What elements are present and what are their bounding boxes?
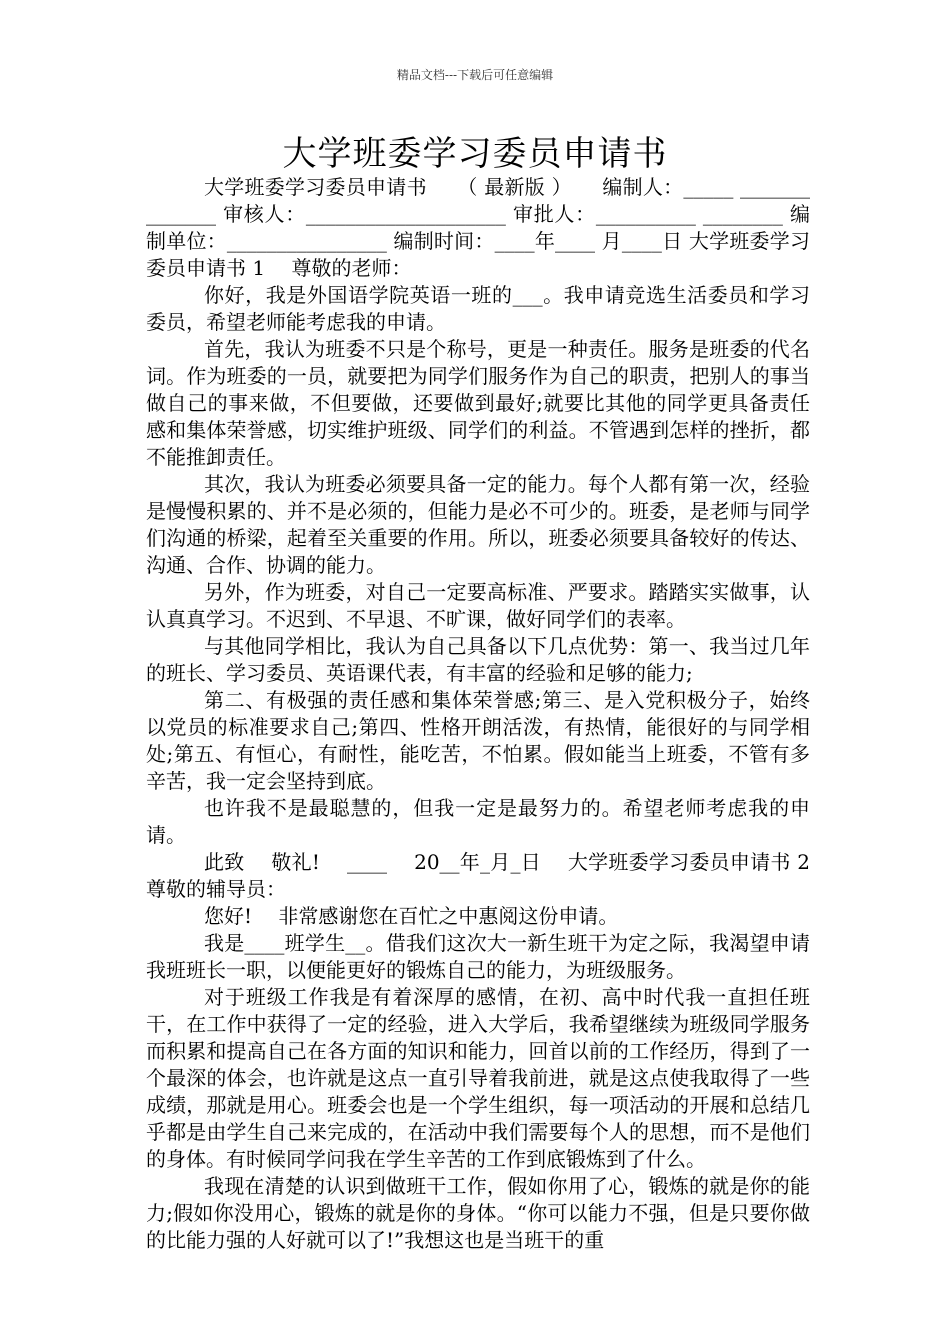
body-paragraph: 首先，我认为班委不只是个称号，更是一种责任。服务是班委的代名词。作为班委的一员，就要把为同学们服务作为自己的职责，把别人的事当做自己的事来做，不但要做，还要做到最好;就要比其他的同学更具备责任感和集体荣誉感，切实维护班级、同学们的利益。不管遇到怎样的挫折，都不能推卸责任。 <box>146 337 810 469</box>
body-paragraph: 您好! 非常感谢您在百忙之中惠阅这份申请。 <box>204 904 619 928</box>
body-paragraph: 你好，我是外国语学院英语一班的___。我申请竞选生活委员和学习委员，希望老师能考虑我的申请。 <box>146 283 810 334</box>
body-paragraph: 与其他同学相比，我认为自己具备以下几点优势：第一、我当过几年的班长、学习委员、英语课代表，有丰富的经验和足够的能力; <box>146 634 810 685</box>
body-paragraph: 此致 敬礼! ____ 20__年_月_日 大学班委学习委员申请书 2 尊敬的辅导员： <box>146 850 837 901</box>
page-header-note: 精品文档---下载后可任意编辑 <box>396 68 554 82</box>
body-paragraph: 我现在清楚的认识到做班干工作，假如你用了心，锻炼的就是你的能力;假如你没用心，锻炼的就是你的身体。“你可以能力不强，但是只要你做的比能力强的人好就可以了!”我想这也是当班干的重 <box>146 1174 810 1252</box>
body-paragraph: 第二、有极强的责任感和集体荣誉感;第三、是入党积极分子，始终以党员的标准要求自己;第四、性格开朗活泼，有热情，能很好的与同学相处;第五、有恒心，有耐性，能吃苦，不怕累。假如能当上班委，不管有多辛苦，我一定会坚持到底。 <box>146 688 810 793</box>
body-paragraph: 大学班委学习委员申请书 （ 最新版 ） 编制人：_____ ______________ 审核人：____________________ 审批人：__________ ________ 编制单位：________________ 编制时间：____年____ 月____日 大学班委学习委员申请书 1 尊敬的老师： <box>146 175 810 280</box>
body-paragraph: 另外，作为班委，对自己一定要高标准、严要求。踏踏实实做事，认认真真学习。不迟到、不早退、不旷课，做好同学们的表率。 <box>146 580 810 631</box>
body-paragraph: 对于班级工作我是有着深厚的感情，在初、高中时代我一直担任班干，在工作中获得了一定的经验，进入大学后，我希望继续为班级同学服务而积累和提高自己在各方面的知识和能力，回首以前的工作经历，得到了一个最深的体会，也许就是这点一直引导着我前进，就是这点使我取得了一些成绩，那就是用心。班委会也是一个学生组织，每一项活动的开展和总结几乎都是由学生自己来完成的，在活动中我们需要每个人的思想，而不是他们的身体。有时候同学问我在学生辛苦的工作到底锻炼到了什么。 <box>146 985 810 1171</box>
document-title: 大学班委学习委员申请书 <box>282 134 668 174</box>
body-paragraph: 我是____班学生__。借我们这次大一新生班干为定之际，我渴望申请我班班长一职，以便能更好的锻炼自己的能力，为班级服务。 <box>146 931 810 982</box>
body-paragraph: 也许我不是最聪慧的，但我一定是最努力的。希望老师考虑我的申请。 <box>146 796 810 847</box>
document-body <box>146 174 837 1254</box>
body-paragraph: 其次，我认为班委必须要具备一定的能力。每个人都有第一次，经验是慢慢积累的、并不是必须的，但能力是必不可少的。班委，是老师与同学们沟通的桥梁，起着至关重要的作用。所以，班委必须要具备较好的传达、沟通、合作、协调的能力。 <box>146 472 810 577</box>
